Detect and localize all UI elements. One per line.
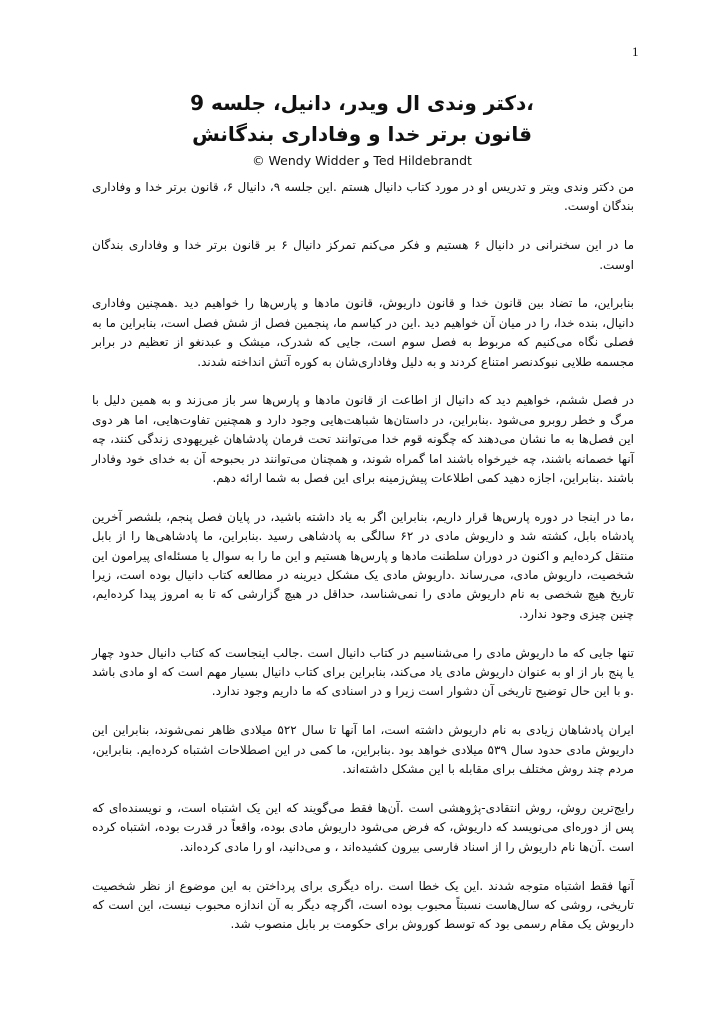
authors-copyright: © Wendy Widder و Ted Hildebrandt bbox=[252, 153, 472, 168]
title-line-1: ،دکتر وندی ال ویدر، دانیل، جلسه 9 bbox=[190, 91, 534, 115]
paragraph-1: من دکتر وندی ویتر و تدریس او در مورد کتاب دانیال هستم .این جلسه ۹، دانیال ۶، قانون برتر خدا و وفاداری بندگان اوست. bbox=[92, 180, 634, 214]
paragraph-5: ،ما در اینجا در دوره پارس‌ها قرار داریم، بنابراین اگر به یاد داشته باشید، در پایان فصل پنجم، بلشصر آخرین پادشاه بابل، کشته شد و داریوش مادی در ۶۲ سالگی به پادشاهی رسید .بنابراین، ما پادشاهی‌ها را از بابل منتقل کرده‌ایم و اکنون در دوران سلطنت مادها و پارس‌ها هستیم و این ما را به سوال یا مسئله‌ای پیرامون این شخصیت، داریوش مادی، می‌رساند .داریوش مادی یک مشکل دیرینه در مطالعه کتاب دانیال بوده است، زیرا تاریخ هیچ شخصی به نام داریوش مادی را نمی‌شناسد، حداقل در هیچ گزارشی که تا به امروز پیدا کرده‌ایم، چنین چیزی وجود ندارد. bbox=[92, 509, 634, 621]
paragraph-4: در فصل ششم، خواهیم دید که دانیال از اطاعت از قانون مادها و پارس‌ها سر باز می‌زند و به همین دلیل با مرگ و خطر روبرو می‌شود .بنابراین، در داستان‌ها شباهت‌هایی وجود دارد و همچنین تفاوت‌هایی، اما هر دوی این فصل‌ها به ما نشان می‌دهند که چگونه قوم خدا می‌توانند تحت فرمان پادشاهان غیریهودی زندگی کنند، چه آنها خصمانه باشند، چه خیرخواه باشند اما گمراه شوند، و همچنان می‌توانند در بحبوحه آن به خدای خود وفادار باشند .بنابراین، اجازه دهید کمی اطلاعات پیش‌زمینه برای این فصل به شما ارائه دهم. bbox=[92, 393, 634, 486]
title-block bbox=[90, 88, 634, 171]
document-body bbox=[92, 178, 634, 954]
paragraph-3: بنابراین، ما تضاد بین قانون خدا و قانون داریوش، قانون مادها و پارس‌ها را خواهیم دید .همچنین وفاداری دانیال، بنده خدا، را در میان آن خواهیم دید .این در کیاسم ما، پنجمین فصل از شش فصل است، بنابراین ما به فصلی نگاه می‌کنیم که مربوط به فصل سوم است، جایی که شدرک، میشک و عبدنغو از تعظیم در برابر مجسمه طلایی نبوکدنصر امتناع کردند و به دلیل وفاداری‌شان به کوره آتش انداخته شدند. bbox=[92, 296, 634, 369]
paragraph-8: رایج‌ترین روش، روش انتقادی-پژوهشی است .آن‌ها فقط می‌گویند که این یک اشتباه است، و نویسنده‌ای که پس از دوره‌ای می‌نویسد که داریوش، که فرض می‌شود داریوش مادی بوده، واقعاً در قدرت بوده، اشتباه کرده است .آن‌ها نام داریوش را از اسناد فارسی بیرون کشیده‌اند ، و می‌دانید، او را مادی کرده‌اند. bbox=[92, 800, 634, 854]
page-number: 1 bbox=[632, 44, 639, 59]
paragraph-9: آنها فقط اشتباه متوجه شدند .این یک خطا است .راه دیگری برای پرداختن به این موضوع از نظر شخصیت تاریخی، روشی که سال‌هاست نسبتاً محبوب بوده است، اگرچه دیگر به آن اندازه محبوب نیست، این است که داریوش یک مقام رسمی بود که توسط کوروش برای حکومت بر بابل منصوب شد. bbox=[92, 878, 634, 932]
paragraph-7: ایران پادشاهان زیادی به نام داریوش داشته است، اما آنها تا سال ۵۲۲ میلادی ظاهر نمی‌شوند، بنابراین این داریوش مادی حدود سال ۵۳۹ میلادی خواهد بود .بنابراین، ما کمی در این اصطلاحات اشتباه کرده‌ایم. بنابراین، مردم چند روش مختلف برای مقابله با این مشکل داشته‌اند. bbox=[92, 723, 634, 777]
paragraph-6: تنها جایی که ما داریوش مادی را می‌شناسیم در کتاب دانیال است .جالب اینجاست که کتاب دانیال حدود چهار یا پنج بار از او به عنوان داریوش مادی یاد می‌کند، بنابراین برای کتاب دانیال بسیار مهم است که او مادی باشد .و با این حال توضیح تاریخی آن دشوار است زیرا و در اسنادی که ما داریم وجود ندارد. bbox=[92, 645, 634, 699]
paragraph-2: ما در این سخنرانی در دانیال ۶ هستیم و فکر می‌کنم تمرکز دانیال ۶ بر قانون برتر خدا و وفاداری بندگان اوست. bbox=[92, 238, 634, 272]
title-line-2: قانون برتر خدا و وفاداری بندگانش bbox=[192, 122, 532, 146]
